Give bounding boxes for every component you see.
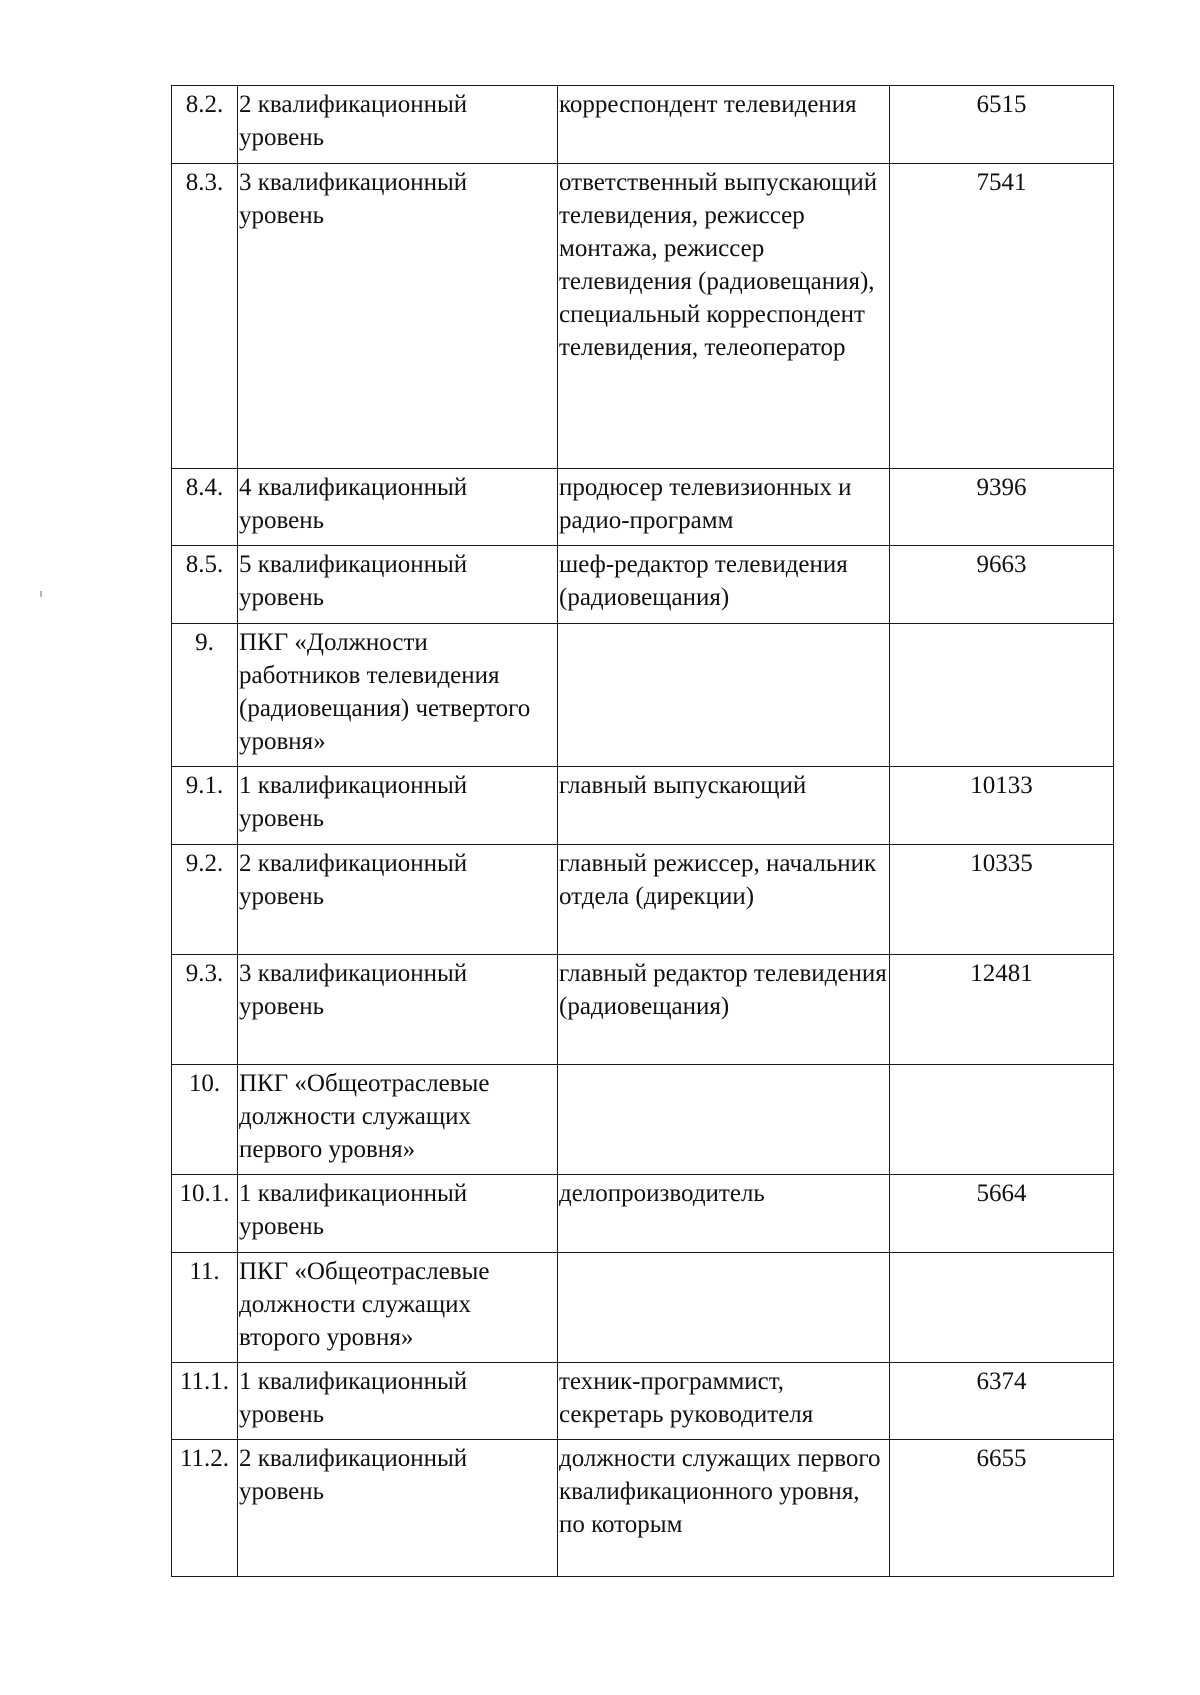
qualification-level: 1 квалификационный уровень <box>238 1175 558 1253</box>
row-number: 11.2. <box>172 1440 238 1577</box>
position-title: ответственный выпускающий телевидения, режиссер монтажа, режиссер телевидения (радиовещания), специальный корреспондент телевидения, телеоператор <box>558 164 890 469</box>
group-title: ПКГ «Должности работников телевидения (радиовещания) четвертого уровня» <box>238 624 558 767</box>
row-number: 10.1. <box>172 1175 238 1253</box>
table-row <box>172 1363 1114 1440</box>
salary-value: 6374 <box>890 1363 1114 1440</box>
salary-value: 7541 <box>890 164 1114 469</box>
salary-value: 10335 <box>890 845 1114 955</box>
row-number: 9.3. <box>172 955 238 1065</box>
position-title: главный редактор телевидения (радиовещания) <box>558 955 890 1065</box>
salary-value <box>890 1253 1114 1363</box>
row-number: 8.4. <box>172 469 238 546</box>
qualification-level: 3 квалификационный уровень <box>238 955 558 1065</box>
qualification-level: 2 квалификационный уровень <box>238 845 558 955</box>
salary-value <box>890 624 1114 767</box>
table-row <box>172 469 1114 546</box>
scan-speck <box>40 591 42 597</box>
row-number: 8.2. <box>172 86 238 164</box>
qualification-level: 3 квалификационный уровень <box>238 164 558 469</box>
row-number: 8.3. <box>172 164 238 469</box>
salary-table <box>171 85 1114 1577</box>
position-title <box>558 1253 890 1363</box>
table-row-group <box>172 1065 1114 1175</box>
position-title <box>558 1065 890 1175</box>
row-number: 9. <box>172 624 238 767</box>
row-number: 11.1. <box>172 1363 238 1440</box>
salary-value: 9663 <box>890 546 1114 624</box>
table-row <box>172 164 1114 469</box>
table-row <box>172 845 1114 955</box>
qualification-level: 5 квалификационный уровень <box>238 546 558 624</box>
table-row <box>172 86 1114 164</box>
salary-value: 9396 <box>890 469 1114 546</box>
row-number: 10. <box>172 1065 238 1175</box>
position-title: шеф-редактор телевидения (радиовещания) <box>558 546 890 624</box>
table-row <box>172 546 1114 624</box>
position-title: делопроизводитель <box>558 1175 890 1253</box>
table-row-group <box>172 624 1114 767</box>
position-title: главный режиссер, начальник отдела (дирекции) <box>558 845 890 955</box>
qualification-level: 1 квалификационный уровень <box>238 767 558 845</box>
position-title: продюсер телевизионных и радио-программ <box>558 469 890 546</box>
salary-value: 6655 <box>890 1440 1114 1577</box>
qualification-level: 2 квалификационный уровень <box>238 86 558 164</box>
table-row-group <box>172 1253 1114 1363</box>
table-row <box>172 955 1114 1065</box>
group-title: ПКГ «Общеотраслевые должности служащих первого уровня» <box>238 1065 558 1175</box>
row-number: 9.2. <box>172 845 238 955</box>
position-title: главный выпускающий <box>558 767 890 845</box>
row-number: 8.5. <box>172 546 238 624</box>
table-row <box>172 767 1114 845</box>
salary-value: 6515 <box>890 86 1114 164</box>
row-number: 11. <box>172 1253 238 1363</box>
table-row <box>172 1440 1114 1577</box>
row-number: 9.1. <box>172 767 238 845</box>
position-title: должности служащих первого квалификационного уровня, по которым <box>558 1440 890 1577</box>
qualification-level: 1 квалификационный уровень <box>238 1363 558 1440</box>
qualification-level: 2 квалификационный уровень <box>238 1440 558 1577</box>
table-row <box>172 1175 1114 1253</box>
position-title: техник-программист, секретарь руководителя <box>558 1363 890 1440</box>
salary-value: 10133 <box>890 767 1114 845</box>
group-title: ПКГ «Общеотраслевые должности служащих второго уровня» <box>238 1253 558 1363</box>
salary-value: 5664 <box>890 1175 1114 1253</box>
position-title <box>558 624 890 767</box>
salary-value: 12481 <box>890 955 1114 1065</box>
qualification-level: 4 квалификационный уровень <box>238 469 558 546</box>
position-title: корреспондент телевидения <box>558 86 890 164</box>
salary-value <box>890 1065 1114 1175</box>
